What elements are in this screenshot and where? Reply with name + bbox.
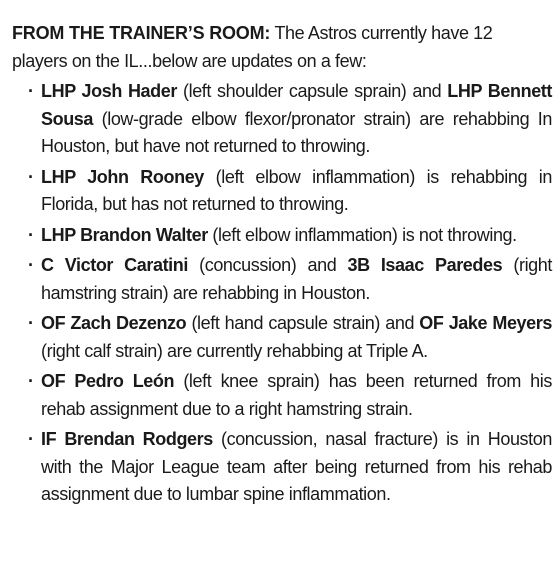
bullet-marker: ·	[28, 81, 34, 101]
injury-detail: (left elbow inflammation) is not throwing.	[207, 224, 517, 245]
injury-note	[12, 222, 552, 250]
injury-detail: (concussion) and	[187, 255, 348, 275]
injury-detail: (right calf strain) are currently rehabbing at Triple A.	[41, 340, 428, 361]
injury-note	[12, 164, 552, 219]
injury-detail: (left knee sprain) has been returned from his rehab assignment due to a right hamstring strain.	[41, 371, 552, 419]
player-name: C Victor Caratini	[41, 255, 188, 275]
bullet-marker: ·	[28, 166, 34, 187]
injury-note	[12, 426, 552, 509]
document	[12, 20, 552, 512]
bullet-marker: ·	[28, 255, 34, 275]
bullet-marker: ·	[28, 313, 34, 333]
bullet-marker: ·	[28, 429, 34, 449]
injury-detail: (left elbow inflammation) is rehabbing in Florida, but has not returned to throwing.	[41, 166, 552, 214]
player-name: LHP Brandon Walter	[41, 224, 208, 245]
player-name: 3B Isaac Paredes	[347, 255, 503, 275]
player-name: LHP Bennett Sousa	[41, 81, 552, 129]
injury-note	[12, 368, 552, 423]
player-name: IF Brendan Rodgers	[41, 429, 213, 449]
injury-updates-list	[12, 78, 552, 509]
injury-detail: (left shoulder capsule sprain) and	[176, 81, 448, 101]
injury-detail: (left hand capsule strain) and	[186, 313, 420, 333]
injury-note	[12, 310, 552, 365]
injury-note	[12, 252, 552, 307]
injury-detail: (low-grade elbow flexor/pronator strain) are rehabbing In Houston, but have not returned to throwing.	[41, 108, 552, 156]
injury-note	[12, 78, 552, 161]
player-name: OF Pedro León	[41, 371, 175, 391]
bullet-marker: ·	[28, 224, 34, 245]
player-name: LHP John Rooney	[41, 166, 204, 187]
bullet-marker: ·	[28, 371, 34, 391]
intro-text: The Astros currently have 12 players on the IL...below are updates on a few:	[12, 23, 493, 71]
injury-detail: (concussion, nasal fracture) is in Houston with the Major League team after being returned from his rehab assignment due to lumbar spine inflammation.	[41, 429, 552, 504]
section-heading: FROM THE TRAINER’S ROOM:	[12, 23, 271, 43]
player-name: LHP Josh Hader	[41, 81, 177, 101]
intro-paragraph	[12, 20, 552, 75]
player-name: OF Zach Dezenzo	[41, 313, 187, 333]
injury-detail: (right hamstring strain) are rehabbing in Houston.	[41, 255, 552, 303]
player-name: OF Jake Meyers	[419, 313, 552, 333]
